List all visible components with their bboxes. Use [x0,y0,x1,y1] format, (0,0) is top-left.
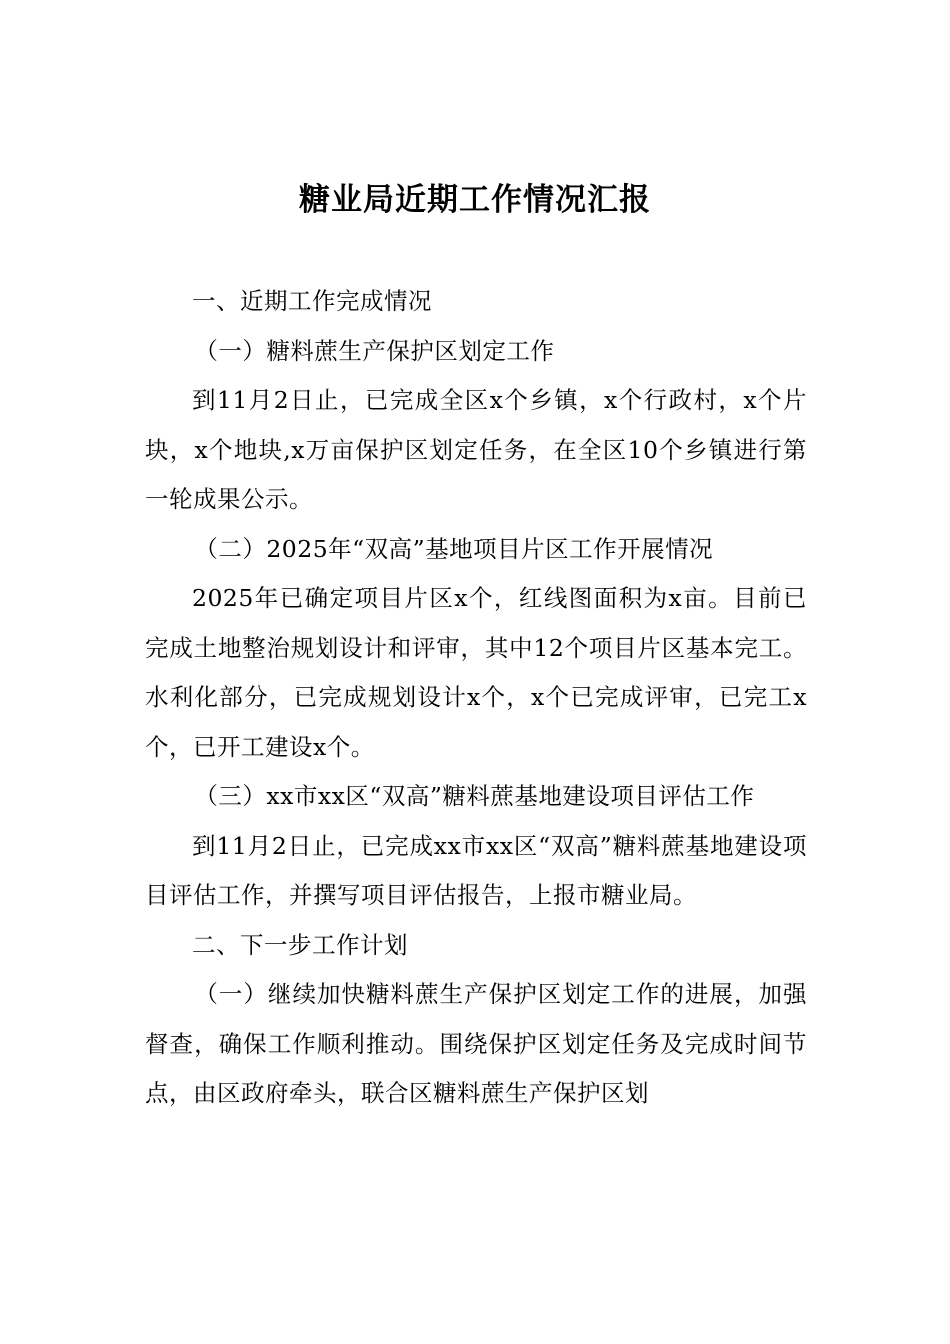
subsection-heading-1-1: （一）糖料蔗生产保护区划定工作 [194,336,555,365]
subsection-heading-1-2: （二）2025年“双高”基地项目片区工作开展情况 [194,534,714,563]
section-heading-1: 一、近期工作完成情况 [192,287,432,315]
subsection-heading-1-3: （三）xx市xx区“双高”糖料蔗基地建设项目评估工作 [194,782,755,810]
paragraph-2-1: （一）继续加快糖料蔗生产保护区划定工作的进展，加强督查，确保工作顺利推动。围绕保护区划定任务及完成时间节点，由区政府牵头，联合区糖料蔗生产保护区划 [145,980,807,1107]
paragraph-1-2: 2025年已确定项目片区x个，红线图面积为x亩。目前已完成土地整治规划设计和评审，其中12个项目片区基本完工。水利化部分，已完成规划设计x个，x个已完成评审，已完工x个，已开工建设x个。 [145,584,807,761]
section-heading-2: 二、下一步工作计划 [192,930,408,959]
paragraph-1-3: 到11月2日止，已完成xx市xx区“双高”糖料蔗基地建设项目评估工作，并撰写项目评估报告，上报市糖业局。 [145,831,807,909]
paragraph-1-1: 到11月2日止，已完成全区x个乡镇，x个行政村，x个片块，x个地块,x万亩保护区划定任务，在全区10个乡镇进行第一轮成果公示。 [145,386,807,513]
document-body [145,277,807,1119]
document-title: 糖业局近期工作情况汇报 [299,182,651,218]
